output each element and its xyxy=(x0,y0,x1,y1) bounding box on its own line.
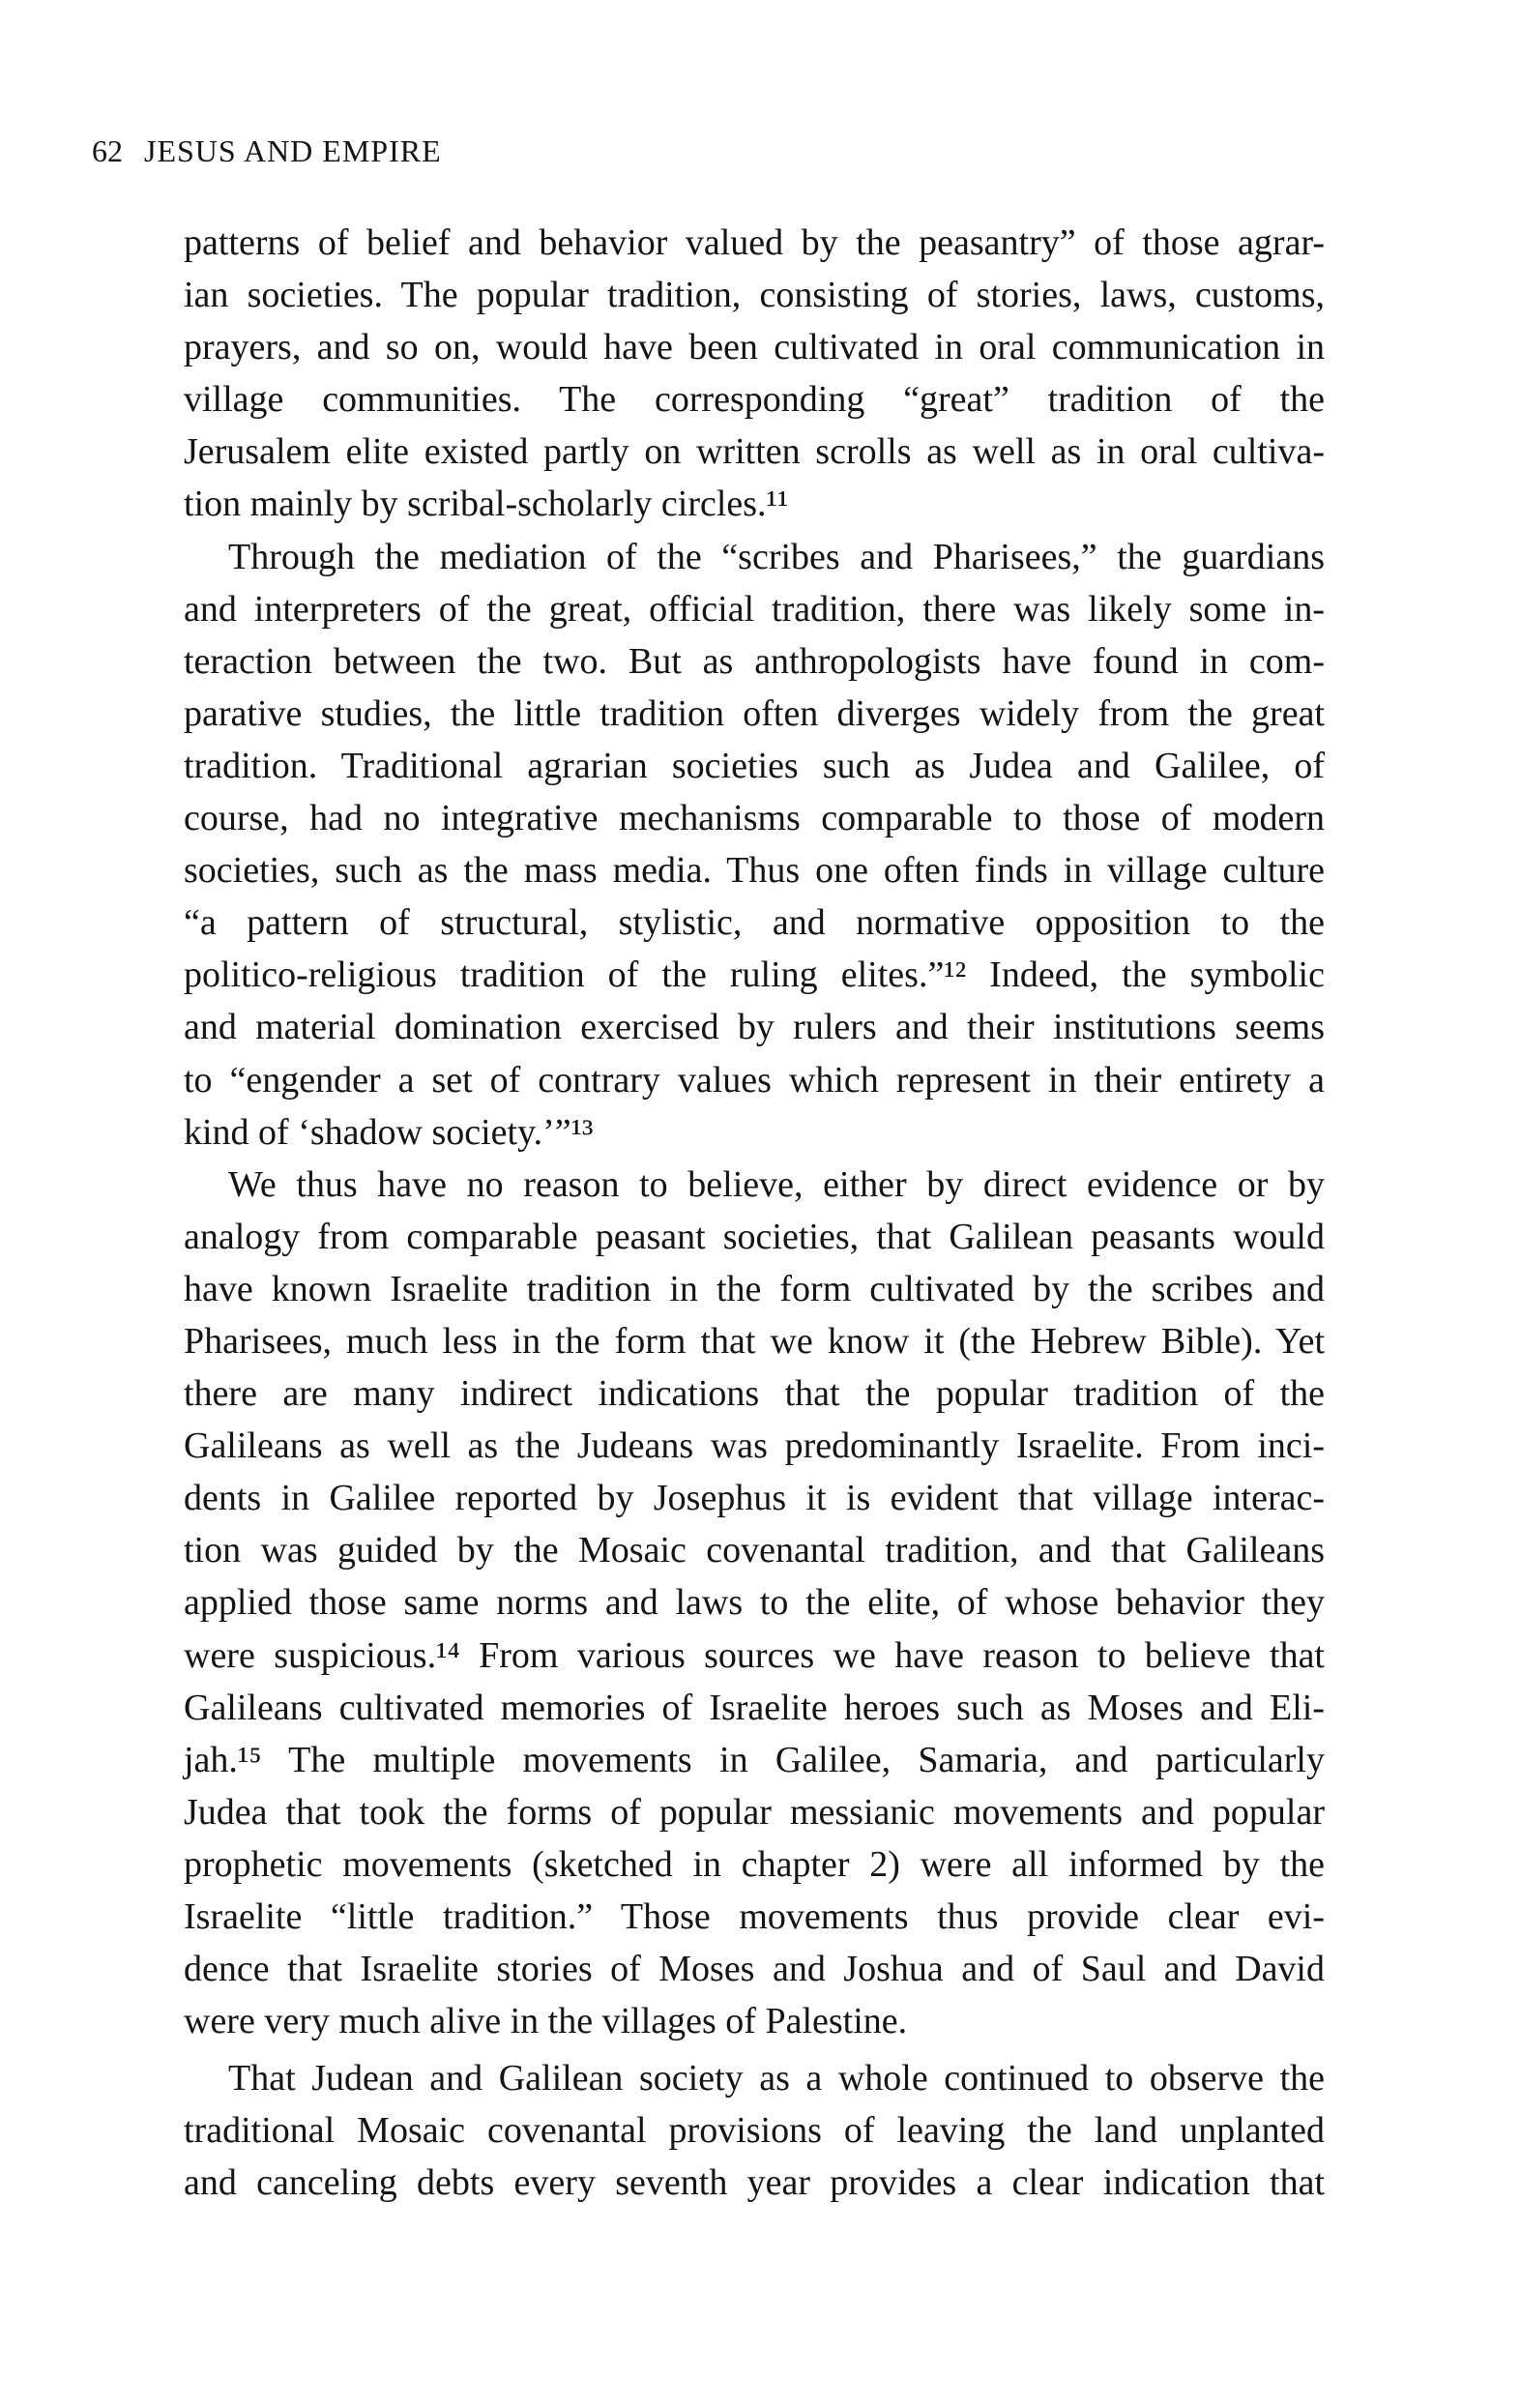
paragraph-3 xyxy=(184,1159,1325,2048)
paragraph-1 xyxy=(184,217,1325,531)
running-head xyxy=(92,135,442,166)
text-line: tion mainly by scribal-scholarly circles.¹¹ xyxy=(184,484,789,525)
text-line: Israelite “little tradition.” Those movements thus provide clear evi- xyxy=(184,1896,1325,1937)
running-title: JESUS AND EMPIRE xyxy=(144,133,442,168)
text-line: That Judean and Galilean society as a whole continued to observe the xyxy=(228,2058,1325,2100)
text-line: analogy from comparable peasant societies, that Galilean peasants would xyxy=(184,1216,1325,1257)
text-line: dence that Israelite stories of Moses and Joshua and of Saul and David xyxy=(184,1949,1325,1990)
page-number: 62 xyxy=(92,133,123,168)
text-line: Jerusalem elite existed partly on written scrolls as well as in oral cultiva- xyxy=(184,431,1325,473)
text-line: Galileans as well as the Judeans was predominantly Israelite. From inci- xyxy=(184,1425,1325,1467)
text-line: kind of ‘shadow society.’”¹³ xyxy=(184,1111,594,1153)
text-line: traditional Mosaic covenantal provisions of leaving the land unplanted xyxy=(184,2110,1325,2152)
text-line: Judea that took the forms of popular messianic movements and popular xyxy=(184,1791,1325,1833)
text-line: applied those same norms and laws to the elite, of whose behavior they xyxy=(184,1582,1325,1624)
text-line: Pharisees, much less in the form that we know it (the Hebrew Bible). Yet xyxy=(184,1320,1325,1362)
text-line: tradition. Traditional agrarian societies such as Judea and Galilee, of xyxy=(184,745,1325,786)
text-line: Galileans cultivated memories of Israelite heroes such as Moses and Eli- xyxy=(184,1687,1325,1728)
text-line: Through the mediation of the “scribes and Pharisees,” the guardians xyxy=(228,536,1325,577)
text-line: patterns of belief and behavior valued by the peasantry” of those agrar- xyxy=(184,222,1325,263)
text-line: to “engender a set of contrary values which represent in their entirety a xyxy=(184,1059,1325,1101)
text-line: were very much alive in the villages of Palestine. xyxy=(184,2001,908,2042)
text-line: and canceling debts every seventh year provides a clear indication that xyxy=(184,2162,1325,2204)
body-text xyxy=(184,217,1325,2210)
text-line: societies, such as the mass media. Thus one often finds in village culture xyxy=(184,850,1325,892)
paragraph-4 xyxy=(184,2052,1325,2209)
text-line: and material domination exercised by rulers and their institutions seems xyxy=(184,1007,1325,1048)
text-line: politico-religious tradition of the ruling elites.”¹² Indeed, the symbolic xyxy=(184,954,1325,996)
text-line: prayers, and so on, would have been cultivated in oral communication in xyxy=(184,327,1325,368)
text-line: tion was guided by the Mosaic covenantal tradition, and that Galileans xyxy=(184,1530,1325,1571)
text-line: village communities. The corresponding “great” tradition of the xyxy=(184,379,1325,421)
text-line: dents in Galilee reported by Josephus it is evident that village interac- xyxy=(184,1478,1325,1519)
text-line: teraction between the two. But as anthropologists have found in com- xyxy=(184,640,1325,682)
text-line: “a pattern of structural, stylistic, and normative opposition to the xyxy=(184,902,1325,944)
text-line: and interpreters of the great, official tradition, there was likely some in- xyxy=(184,588,1325,630)
text-line: course, had no integrative mechanisms comparable to those of modern xyxy=(184,798,1325,839)
text-line: prophetic movements (sketched in chapter 2) were all informed by the xyxy=(184,1843,1325,1885)
paragraph-2 xyxy=(184,531,1325,1159)
text-line: there are many indirect indications that the popular tradition of the xyxy=(184,1373,1325,1415)
text-line: jah.¹⁵ The multiple movements in Galilee, Samaria, and particularly xyxy=(184,1739,1325,1780)
text-line: ian societies. The popular tradition, consisting of stories, laws, customs, xyxy=(184,275,1325,316)
text-line: parative studies, the little tradition often diverges widely from the great xyxy=(184,692,1325,734)
text-line: were suspicious.¹⁴ From various sources we have reason to believe that xyxy=(184,1634,1325,1676)
text-line: We thus have no reason to believe, either by direct evidence or by xyxy=(228,1163,1325,1205)
text-line: have known Israelite tradition in the form cultivated by the scribes and xyxy=(184,1268,1325,1309)
